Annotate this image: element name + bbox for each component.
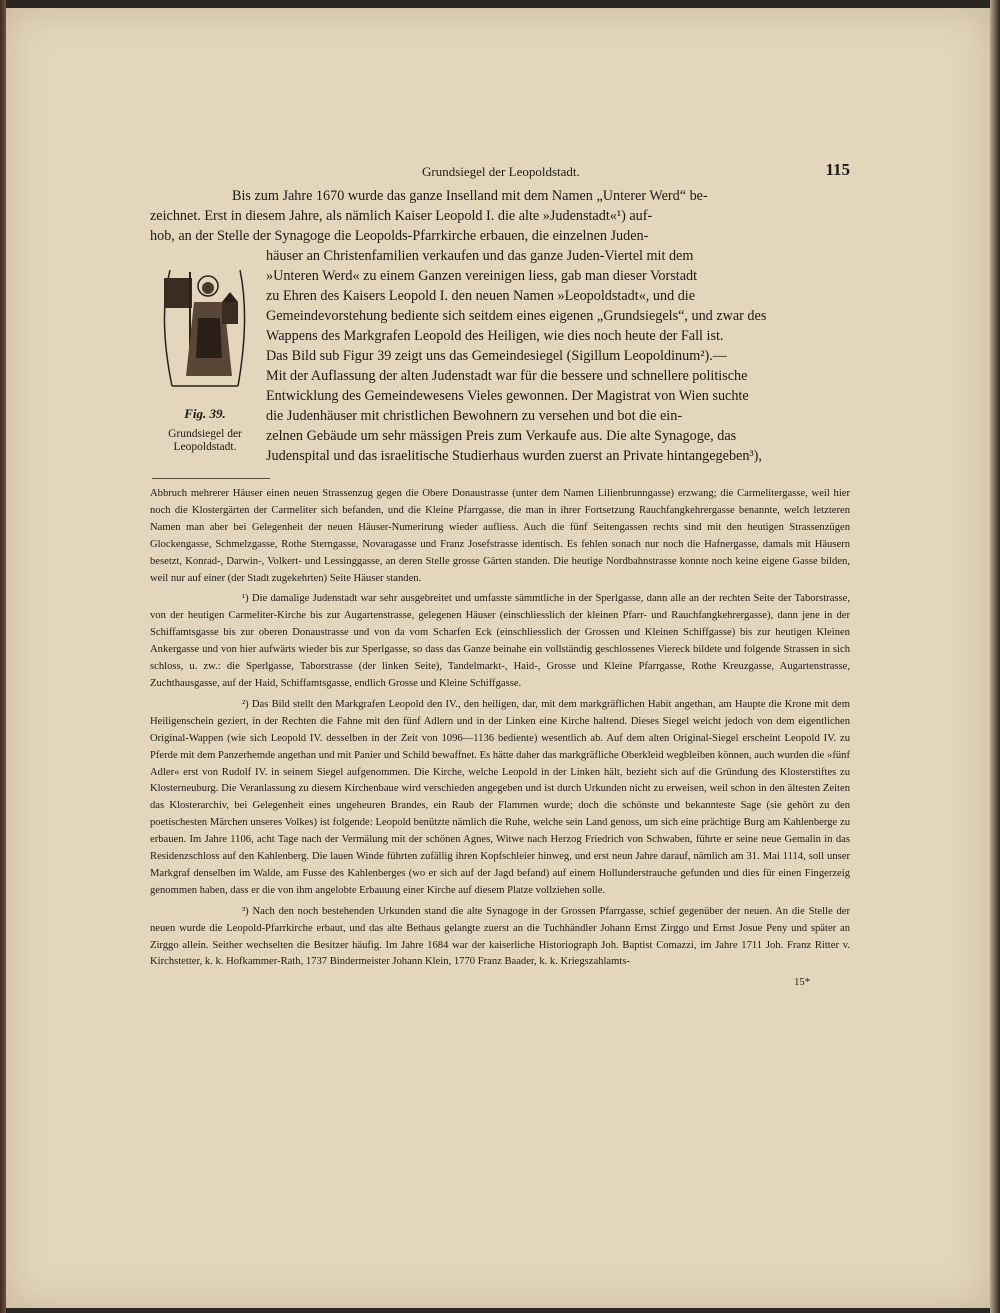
text-line: Das Bild sub Figur 39 zeigt uns das Gemeindesiegel (Sigillum Leopoldinum²).— [266,348,727,364]
text-line: Entwicklung des Gemeindewesens Vieles gewonnen. Der Magistrat von Wien suchte [266,388,749,404]
footnote-1: ¹) Die damalige Judenstadt war sehr ausgebreitet und umfasste sämmtliche in der Sperlgasse, dann alle an der rechten Seite der Taborstrasse, von der heutigen Carmeliter-Kirche bis zur Augartenstrasse, gelegenen Häuser (einschliesslich der kleinen Pfarr- und Rauchfangkehrergasse), dann jene in der Schiffamtsgasse bis zur oberen Donaustrasse und von da vom Scharfen Eck (einschliesslich der Grossen und Kleinen Schiffgasse) bis zur heutigen Kleinen Ankergasse und von hier aufwärts wieder bis zur Sperlgasse, so dass das Ganze beinahe ein vollständig geschlossenes Viereck bildete und folgende Strassen in sich schloss, u. zw.: die Sperlgasse, Taborstrasse (der linken Seite), Tandelmarkt-, Haid-, Grosse und Kleine Pfarrgasse, Rothe Kreuzgasse, Augartenstrasse, Zuchthausgasse, auf der Haid, Schiffamtsgasse, endlich Grosse und Kleine Schiffgasse. [150,593,850,689]
text-line: zu Ehren des Kaisers Leopold I. den neuen Namen »Leopoldstadt«, und die [266,288,696,304]
running-title: Grundsiegel der Leopoldstadt. [422,164,580,179]
text-line: zelnen Gebäude um sehr mässigen Preis zum Verkaufe aus. Die alte Synagoge, das [266,428,737,444]
footnote-3: ³) Nach den noch bestehenden Urkunden stand die alte Synagoge in der Grossen Pfarrgasse, schief gegenüber der neuen. An die Stelle der neuen wurde die Leopold-Pfarrkirche erbaut, und das alte Bethaus gelangte zuerst an die Tuchhändler Johann Ernst Zirggo und Ernst Josue Peny und später an Zirggo allein. Seither wechselten die Besitzer häufig. Im Jahre 1684 war der kaiserliche Historiograph Joh. Baptist Comazzi, im Jahre 1711 Joh. Franz Ritter v. Kirchstetter, k. k. Hofkammer-Rath, 1737 Bindermeister Johann Klein, 1770 Franz Baader, k. k. Kriegszahlamts- [150,905,850,968]
figure-seal [150,258,260,468]
figure-caption-line: Grundsiegel der [168,428,242,440]
text-line: Judenspital und das israelitische Studierhaus wurden zuerst an Private hintangegeben³), [266,448,762,464]
text-line: Wappens des Markgrafen Leopold des Heiligen, wie dies noch heute der Fall ist. [266,328,724,344]
text-line: hob, an der Stelle der Synagoge die Leopolds-Pfarrkirche erbauen, die einzelnen Juden- [150,228,649,244]
text-line: Mit der Auflassung der alten Judenstadt war für die bessere und schnellere politische [266,368,748,384]
page-stack-edge [990,0,1000,1313]
figure-caption [150,428,260,454]
text-line: die Judenhäuser mit christlichen Bewohnern zu versehen und bot die ein- [266,408,683,424]
page-header [150,160,850,184]
figure-caption-line: Leopoldstadt. [173,441,237,453]
text-line: zeichnet. Erst in diesem Jahre, als nämlich Kaiser Leopold I. die alte »Judenstadt«¹) auf- [150,208,653,224]
page-number: 115 [825,160,850,179]
seal-figure-icon [150,258,260,398]
sheet-signature: 15* [794,977,810,989]
footnote-2: ²) Das Bild stellt den Markgrafen Leopold den IV., den heiligen, dar, mit dem markgräflichen Habit angethan, am Haupte die Krone mit dem Heiligenschein geziert, in der Rechten die Fahne mit den fünf Adlern und in der Linken eine Kirche haltend. Dieses Siegel weicht jedoch von dem eigentlichen Original-Wappen (wie sich Leopold IV. desselben in der Zeit von 1096—1136 bediente) wesentlich ab. Auf dem alten Original-Siegel erscheint Leopold IV. zu Pferde mit dem Panzerhemde angethan und mit Panier und Schild bewaffnet. Es hätte daher das markgräfliche Oberkleid wegbleiben können, auch wurden die »fünf Adler« erst von Rudolf IV. in seinem Siegel aufgenommen. Die Kirche, welche Leopold in der Linken hält, bezieht sich auf die Gründung des Klosterstiftes zu Klosterneuburg. Die Veranlassung zu diesem Kirchenbaue wird verschieden angegeben und ist durch Urkunden nicht zu erweisen, weil schon in den ältesten Zeiten das Klosterarchiv, bei Gelegenheit eines ungeheuren Brandes, ein Raub der Flammen wurde; doch die schönste und bekannteste Sage (sie gehört zu den poetischesten Märchen unseres Volkes) ist folgende: Leopold benützte nämlich die Ruhe, welche sein Land genoss, um sich eine prächtige Burg am Kahlenberge zu erbauen. Im Jahre 1106, acht Tage nach der Vermälung mit der schönen Agnes, Witwe nach Herzog Friedrich von Schwaben, führte er seine neue Gemalin in das Residenzschloss auf den Kahlenberg. Die lauen Winde führten zufällig ihren Kopfschleier hinweg, und erst neun Jahre darauf, nämlich am 31. Mai 1114, soll unser Markgraf denselben im Walde, am Fusse des Kahlenberges (wo er sich auf der Jagd befand) auf einem Hollunderstrauche gefunden und dies für einen Fingerzeig genommen haben, dass er die von ihm angelobte Erbauung einer Kirche auf diesem Platze vollziehen solle. [150,698,850,896]
footnote-continuation: Abbruch mehrerer Häuser einen neuen Strassenzug gegen die Obere Donaustrasse (unter dem Namen Lilienbrunngasse) erzwang; die Carmelitergasse, weil hier noch die Klostergärten der Carmeliter sich befanden, und die Kleine Pfarrgasse, die man in ihrer Fortsetzung Rauchfangkehrergasse benannte, welch letzteren Namen man aber bei Gelegenheit der neuen Häuser-Numerirung wieder aufliess. Auch die fünf Seitengassen rechts sind mit den heutigen Strassenzügen Glockengasse, Schmelzgasse, Rothe Sterngasse, Novaragasse und Franz Josefstrasse identisch. Es fehlen sonach nur noch die Hafnergasse, damals mit Häusern besetzt, Konrad-, Darwin-, Volkert- und Lessinggasse, an deren Stelle grosse Gärten standen. Die heutige Nordbahnstrasse konnte noch keine eigene Gasse bilden, weil nur auf einer (der Stadt zugekehrten) Seite Häuser standen. [150,488,850,584]
text-line: Gemeindevorstehung bediente sich seitdem eines eigenen „Grundsiegels“, und zwar des [266,308,767,324]
footnote-rule [152,478,270,479]
text-line: Bis zum Jahre 1670 wurde das ganze Inselland mit dem Namen „Unterer Werd“ be- [232,188,708,204]
text-line: »Unteren Werd« zu einem Ganzen vereinigen liess, gab man dieser Vorstadt [266,268,698,284]
footnotes [150,486,850,992]
text-line: häuser an Christenfamilien verkaufen und das ganze Juden-Viertel mit dem [266,248,694,264]
figure-label: Fig. 39. [184,406,226,421]
